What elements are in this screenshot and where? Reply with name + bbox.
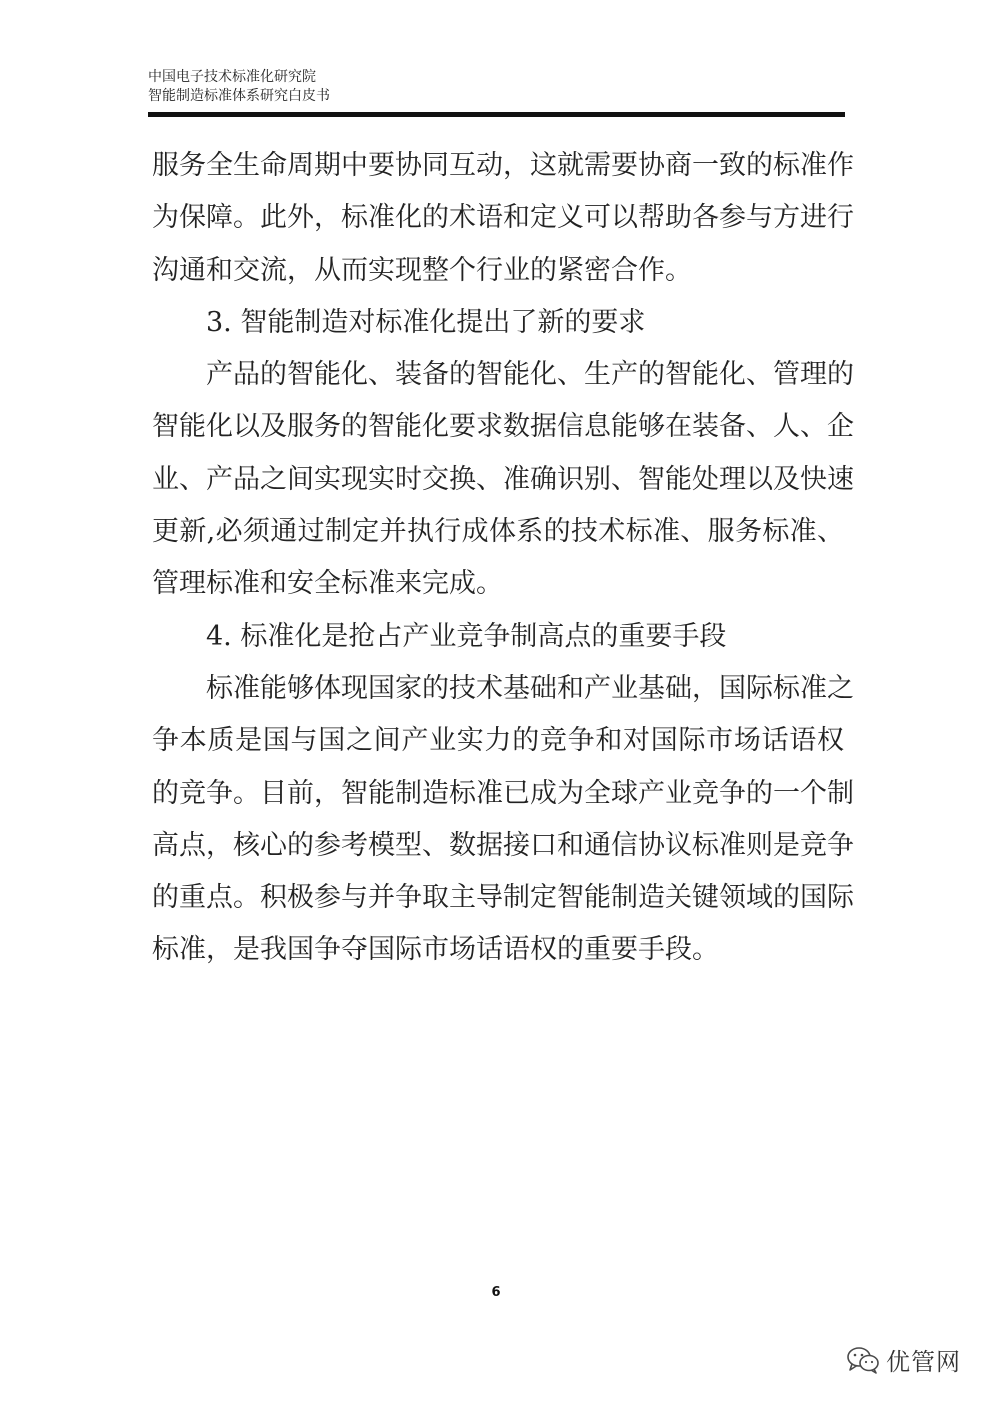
- body-line: 争本质是国与国之间产业实力的竞争和对国际市场话语权: [152, 725, 844, 757]
- body-line: 更新,必须通过制定并执行成体系的技术标准、服务标准、: [152, 516, 844, 548]
- header-doc-title: 智能制造标准体系研究白皮书: [148, 88, 330, 104]
- watermark: [846, 1342, 961, 1377]
- wechat-icon: [846, 1345, 880, 1375]
- body-line: 标准，是我国争夺国际市场话语权的重要手段。: [152, 934, 719, 966]
- page-number: 6: [491, 1285, 501, 1300]
- body-line: 服务全生命周期中要协同互动，这就需要协商一致的标准作: [152, 150, 854, 181]
- watermark-text: 优管网: [886, 1348, 961, 1376]
- body-line: 为保障。此外，标准化的术语和定义可以帮助各参与方进行: [152, 202, 854, 234]
- body-line: 的竞争。目前，智能制造标准已成为全球产业竞争的一个制: [152, 777, 854, 809]
- body-line: 沟通和交流，从而实现整个行业的紧密合作。: [152, 254, 692, 286]
- page-header: [148, 68, 848, 106]
- body-line: 标准能够体现国家的技术基础和产业基础，国际标准之: [206, 672, 854, 704]
- header-rule: [148, 112, 845, 117]
- body-line: 业、产品之间实现实时交换、准确识别、智能处理以及快速: [152, 463, 854, 495]
- body-line: 高点，核心的参考模型、数据接口和通信协议标准则是竞争: [152, 829, 854, 861]
- body-line: 的重点。积极参与并争取主导制定智能制造关键领域的国际: [152, 882, 854, 914]
- header-org: 中国电子技术标准化研究院: [148, 69, 316, 85]
- body-line: 产品的智能化、装备的智能化、生产的智能化、管理的: [206, 359, 854, 391]
- body-text: [152, 140, 854, 977]
- section-heading: 4. 标准化是抢占产业竞争制高点的重要手段: [206, 620, 727, 652]
- body-line: 管理标准和安全标准来完成。: [152, 568, 503, 600]
- section-heading: 3. 智能制造对标准化提出了新的要求: [206, 306, 646, 338]
- body-line: 智能化以及服务的智能化要求数据信息能够在装备、人、企: [152, 411, 854, 443]
